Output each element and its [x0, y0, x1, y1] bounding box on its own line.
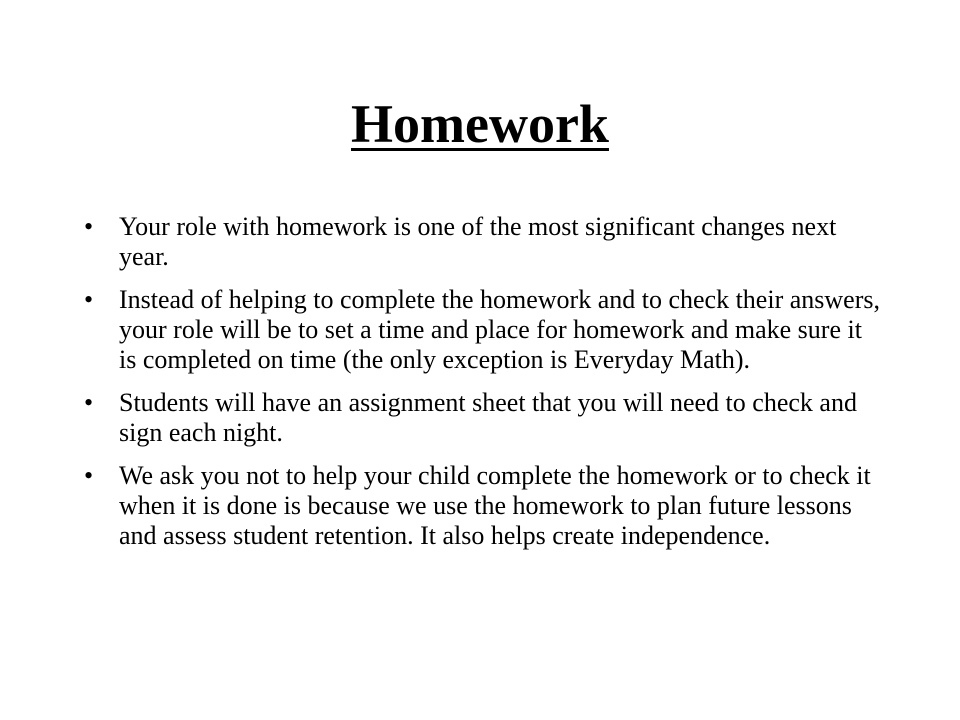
bullet-text: Students will have an assignment sheet that you will need to check and sign each night.	[119, 388, 857, 447]
bullet-icon: •	[84, 285, 94, 314]
bullet-item	[84, 461, 884, 551]
bullet-item	[84, 388, 884, 448]
slide-title-text: Homework	[351, 94, 609, 154]
bullet-item	[84, 285, 884, 375]
bullet-list	[84, 212, 884, 564]
bullet-text: Your role with homework is one of the most significant changes next year.	[119, 212, 837, 271]
bullet-icon: •	[84, 388, 94, 417]
bullet-text: Instead of helping to complete the homework and to check their answers, your role will be to set a time and place for homework and make sure it is completed on time (the only exception is Everyday Math).	[119, 285, 880, 374]
bullet-text: We ask you not to help your child complete the homework or to check it when it is done is because we use the homework to plan future lessons and assess student retention. It also helps create independence.	[119, 461, 871, 550]
bullet-icon: •	[84, 212, 94, 241]
slide-title	[0, 92, 960, 156]
bullet-icon: •	[84, 461, 94, 490]
bullet-item	[84, 212, 884, 272]
